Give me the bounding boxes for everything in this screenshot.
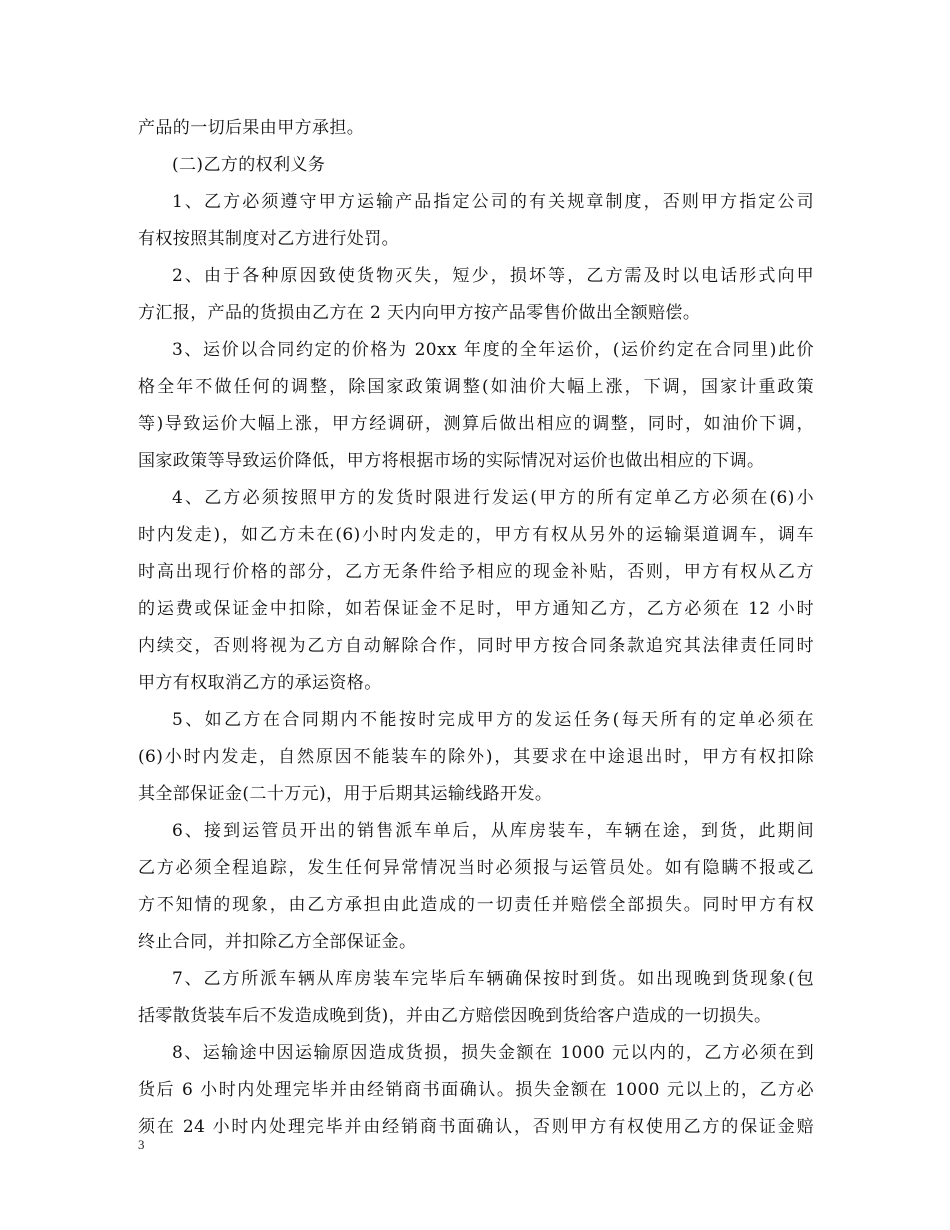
text-line: (二)乙方的权利义务 [172, 155, 326, 175]
text-line: 格全年不做任何的调整，除国家政策调整(如油价大幅上涨，下调，国家计重政策 [138, 377, 814, 397]
document-body [138, 110, 814, 1146]
text-line: 7、乙方所派车辆从库房装车完毕后车辆确保按时到货。如出现晚到货现象(包 [172, 969, 814, 989]
text-line: 括零散货装车后不发造成晚到货)，并由乙方赔偿因晚到货给客户造成的一切损失。 [138, 1006, 772, 1026]
text-line: 2、由于各种原因致使货物灭失，短少，损坏等，乙方需及时以电话形式向甲 [172, 266, 814, 286]
text-line: 甲方有权取消乙方的承运资格。 [138, 673, 382, 693]
text-line: 其全部保证金(二十万元)，用于后期其运输线路开发。 [138, 784, 553, 804]
text-line: 等)导致运价大幅上涨，甲方经调研，测算后做出相应的调整，同时，如油价下调， [138, 414, 814, 434]
text-line: 须在 24 小时内处理完毕并由经销商书面确认，否则甲方有权使用乙方的保证金赔 [138, 1117, 814, 1137]
text-line: 6、接到运管员开出的销售派车单后，从库房装车，车辆在途，到货，此期间 [172, 821, 814, 841]
text-line: 时内发走)，如乙方未在(6)小时内发走的，甲方有权从另外的运输渠道调车，调车 [138, 525, 814, 545]
text-line: 货后 6 小时内处理完毕并由经销商书面确认。损失金额在 1000 元以上的，乙方必 [138, 1080, 814, 1100]
text-line: 内续交，否则将视为乙方自动解除合作，同时甲方按合同条款追究其法律责任同时 [138, 636, 814, 656]
text-line: 产品的一切后果由甲方承担。 [138, 118, 365, 138]
text-line: 方不知情的现象，由乙方承担由此造成的一切责任并赔偿全部损失。同时甲方有权 [138, 895, 814, 915]
text-line: 有权按照其制度对乙方进行处罚。 [138, 229, 399, 249]
page-number: 3 [138, 1137, 145, 1152]
text-line: 方汇报，产品的货损由乙方在 2 天内向甲方按产品零售价做出全额赔偿。 [138, 303, 701, 323]
text-line: 国家政策等导致运价降低，甲方将根据市场的实际情况对运价也做出相应的下调。 [138, 451, 765, 471]
text-line: 终止合同，并扣除乙方全部保证金。 [138, 932, 417, 952]
text-line: 3、运价以合同约定的价格为 20xx 年度的全年运价，(运价约定在合同里)此价 [172, 340, 814, 360]
text-line: 1、乙方必须遵守甲方运输产品指定公司的有关规章制度，否则甲方指定公司 [172, 192, 814, 212]
text-line: 的运费或保证金中扣除，如若保证金不足时，甲方通知乙方，乙方必须在 12 小时 [138, 599, 814, 619]
text-line: 乙方必须全程追踪，发生任何异常情况当时必须报与运管员处。如有隐瞒不报或乙 [138, 858, 814, 878]
text-line: 时高出现行价格的部分，乙方无条件给予相应的现金补贴，否则，甲方有权从乙方 [138, 562, 814, 582]
text-line: 5、如乙方在合同期内不能按时完成甲方的发运任务(每天所有的定单必须在 [172, 710, 814, 730]
text-line: 4、乙方必须按照甲方的发货时限进行发运(甲方的所有定单乙方必须在(6)小 [172, 488, 814, 508]
text-line: (6)小时内发走，自然原因不能装车的除外)，其要求在中途退出时，甲方有权扣除 [138, 747, 814, 767]
text-line: 8、运输途中因运输原因造成货损，损失金额在 1000 元以内的，乙方必须在到 [172, 1043, 814, 1063]
